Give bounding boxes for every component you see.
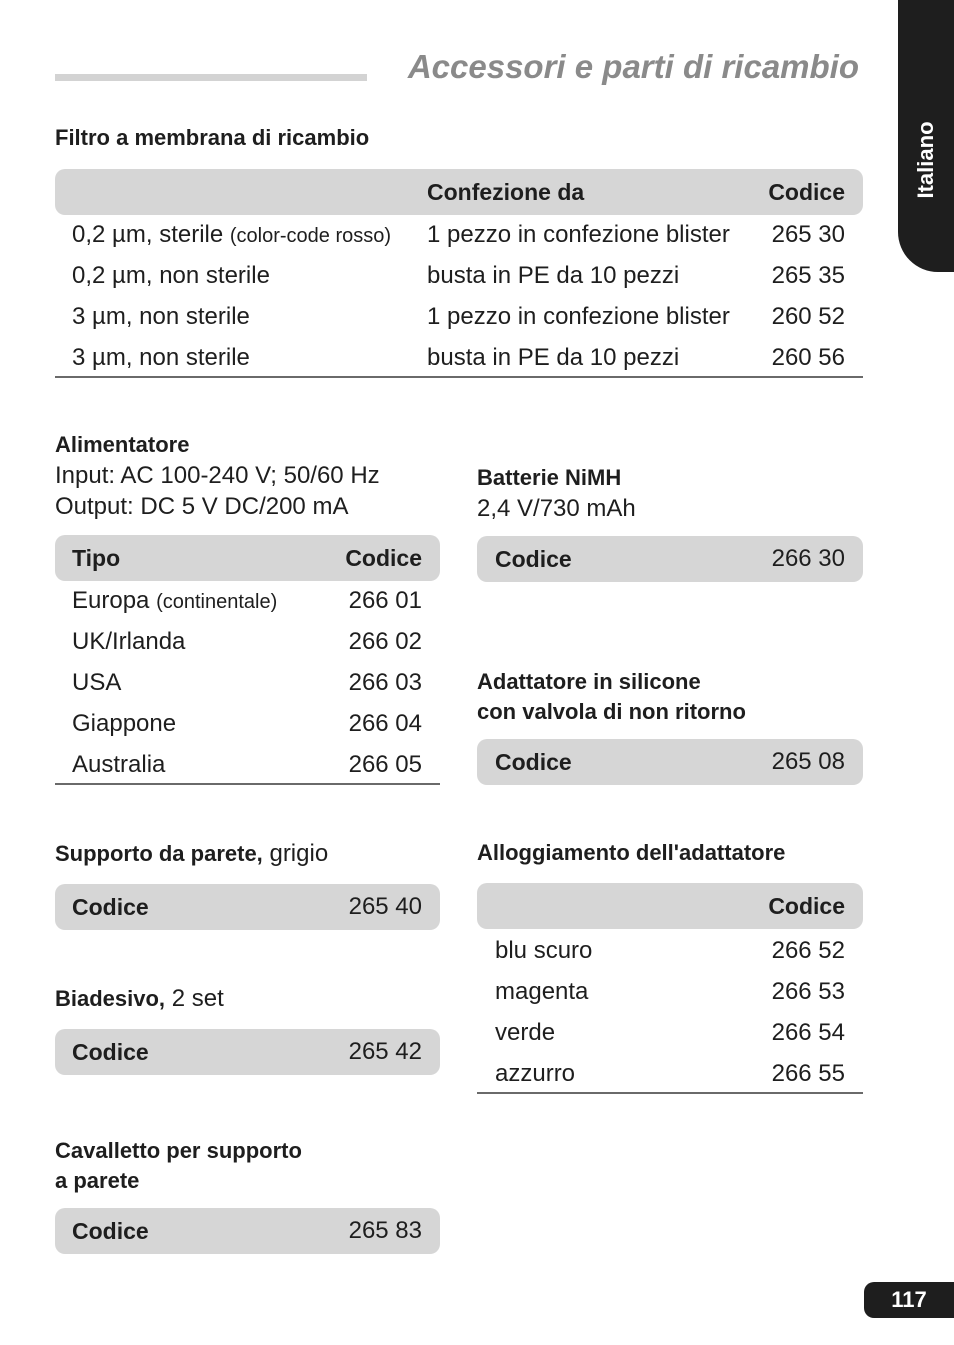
page-number: 117	[864, 1282, 954, 1318]
alimentatore-code: 266 05	[348, 751, 422, 778]
filtro-package: busta in PE da 10 pezzi	[427, 344, 680, 371]
filtro-table-rule	[55, 376, 863, 378]
table-row	[55, 621, 440, 662]
alloggiamento-code: 266 54	[771, 1019, 845, 1046]
filtro-code: 265 35	[771, 262, 845, 289]
batterie-code: 266 30	[771, 545, 845, 572]
biadesivo-heading-suffix: 2 set	[165, 985, 224, 1012]
cavalletto-code: 265 83	[348, 1217, 422, 1244]
adattatore-code: 265 08	[771, 748, 845, 775]
filtro-code: 265 30	[771, 221, 845, 248]
table-row	[55, 296, 863, 337]
filtro-table-header	[55, 169, 863, 215]
alimentatore-input: Input: AC 100-240 V; 50/60 Hz	[55, 462, 380, 489]
batterie-code-bar	[477, 536, 863, 582]
alimentatore-table-header	[55, 535, 440, 581]
alimentatore-code: 266 02	[348, 628, 422, 655]
alloggiamento-col-code: Codice	[768, 893, 845, 919]
alloggiamento-table-body	[477, 930, 863, 1094]
alloggiamento-color: azzurro	[495, 1060, 576, 1087]
batterie-spec: 2,4 V/730 mAh	[477, 495, 636, 522]
supporto-heading: Supporto da parete, grigio	[55, 840, 329, 867]
alloggiamento-code: 266 53	[771, 978, 845, 1005]
alloggiamento-color: magenta	[495, 978, 589, 1005]
filtro-col-code: Codice	[768, 179, 845, 205]
biadesivo-code: 265 42	[348, 1038, 422, 1065]
table-row	[55, 255, 863, 296]
alimentatore-code: 266 03	[348, 669, 422, 696]
filtro-package: busta in PE da 10 pezzi	[427, 262, 680, 289]
alloggiamento-table-header	[477, 883, 863, 929]
adattatore-code-label: Codice	[495, 749, 572, 775]
language-tab-label: Italiano	[913, 121, 938, 199]
supporto-heading-suffix: grigio	[262, 840, 329, 867]
alimentatore-table-body	[55, 580, 440, 785]
alimentatore-table-rule	[55, 783, 440, 785]
adattatore-heading-line2: con valvola di non ritorno	[477, 699, 746, 724]
batterie-heading: Batterie NiMH	[477, 465, 622, 490]
alloggiamento-table-rule	[477, 1092, 863, 1094]
adattatore-code-bar	[477, 739, 863, 785]
cavalletto-heading-line2: a parete	[55, 1168, 140, 1193]
page-title: Accessori e parti di ricambio	[407, 48, 859, 85]
supporto-code-bar	[55, 884, 440, 930]
language-tab	[898, 0, 954, 272]
table-row	[55, 580, 440, 621]
filtro-item: 3 µm, non sterile	[72, 303, 250, 330]
alimentatore-code: 266 01	[348, 587, 422, 614]
table-row	[477, 1053, 863, 1094]
alimentatore-type: Europa (continentale)	[72, 587, 278, 614]
alimentatore-type: USA	[72, 669, 122, 696]
table-row	[55, 703, 440, 744]
table-row	[55, 337, 863, 378]
alimentatore-output: Output: DC 5 V DC/200 mA	[55, 493, 349, 520]
filtro-code: 260 52	[771, 303, 845, 330]
filtro-table-body	[55, 214, 863, 378]
alloggiamento-heading: Alloggiamento dell'adattatore	[477, 840, 786, 865]
alloggiamento-code: 266 55	[771, 1060, 845, 1087]
alimentatore-col-code: Codice	[345, 545, 422, 571]
cavalletto-code-label: Codice	[72, 1218, 149, 1244]
filtro-item-note: (color-code rosso)	[229, 225, 392, 247]
table-row	[477, 930, 863, 971]
filtro-item: 3 µm, non sterile	[72, 344, 250, 371]
filtro-heading: Filtro a membrana di ricambio	[55, 125, 370, 150]
alimentatore-type-note: (continentale)	[156, 591, 278, 613]
alimentatore-type: Giappone	[72, 710, 177, 737]
alloggiamento-color: blu scuro	[495, 937, 593, 964]
table-row	[477, 1012, 863, 1053]
table-row	[477, 971, 863, 1012]
filtro-col-package: Confezione da	[427, 179, 585, 205]
alimentatore-type: UK/Irlanda	[72, 628, 186, 655]
alimentatore-type: Australia	[72, 751, 166, 778]
batterie-code-label: Codice	[495, 546, 572, 572]
adattatore-heading-line1: Adattatore in silicone	[477, 669, 701, 694]
cavalletto-heading-line1: Cavalletto per supporto	[55, 1138, 302, 1163]
supporto-code: 265 40	[348, 893, 422, 920]
table-row	[55, 744, 440, 785]
filtro-item: 0,2 µm, sterile (color-code rosso)	[72, 221, 392, 248]
biadesivo-heading: Biadesivo, 2 set	[55, 985, 224, 1012]
biadesivo-code-bar	[55, 1029, 440, 1075]
biadesivo-code-label: Codice	[72, 1039, 149, 1065]
filtro-code: 260 56	[771, 344, 845, 371]
cavalletto-code-bar	[55, 1208, 440, 1254]
filtro-package: 1 pezzo in confezione blister	[427, 221, 730, 248]
table-row	[55, 214, 863, 255]
table-row	[55, 662, 440, 703]
alloggiamento-color: verde	[495, 1019, 556, 1046]
filtro-item: 0,2 µm, non sterile	[72, 262, 270, 289]
alimentatore-code: 266 04	[348, 710, 422, 737]
filtro-package: 1 pezzo in confezione blister	[427, 303, 730, 330]
alimentatore-heading: Alimentatore	[55, 432, 190, 457]
alimentatore-col-type: Tipo	[72, 545, 121, 571]
alloggiamento-code: 266 52	[771, 937, 845, 964]
supporto-code-label: Codice	[72, 894, 149, 920]
title-rule	[55, 74, 367, 81]
